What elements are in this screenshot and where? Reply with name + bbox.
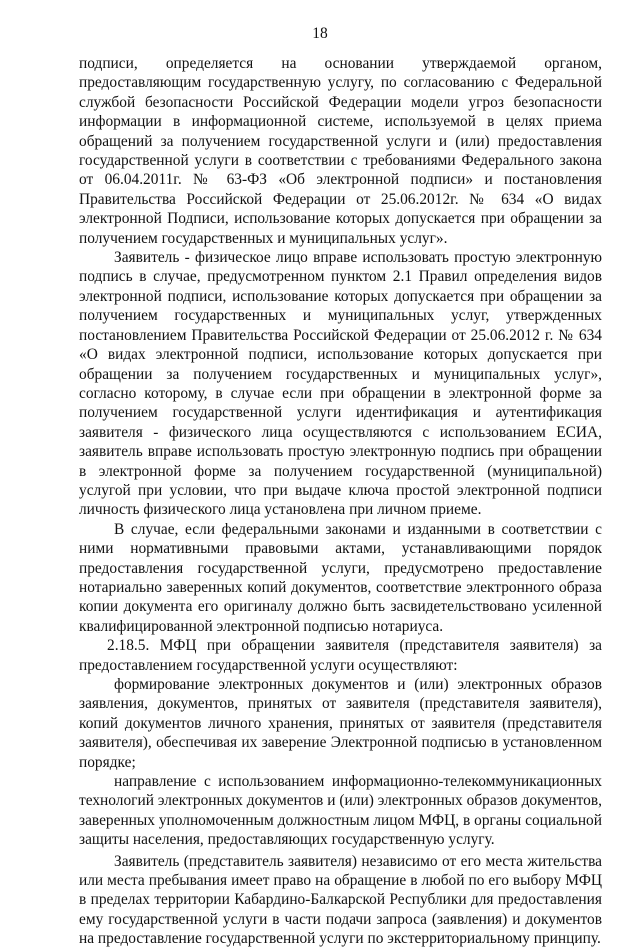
- page-number: 18: [312, 25, 328, 42]
- paragraph-notarial-copies: В случае, если федеральными законами и изданными в соответствии с ними нормативными правовыми актами, устанавливающими порядок предоставления государственной услуги, предусмотрено предоставление нотариально заверенных копий документов, соответствие электронного образа копии документа его оригиналу должно быть засвидетельствовано усиленной квалифицированной электронной подписью нотариуса.: [79, 520, 602, 635]
- paragraph-simple-esign: Заявитель - физическое лицо вправе использовать простую электронную подпись в случае, предусмотренном пунктом 2.1 Правил определения видов электронной подписи, использование которых допускается при обращении за получением государственных и муниципальных услуг, утвержденных постановлением Правительства Российской Федерации от 25.06.2012 г. № 634 «О видах электронной подписи, использование которых допускается при обращении за получением государственных и муниципальных услуг», согласно которому, в случае если при обращении в электронной форме за получением государственной услуги идентификация и аутентификация заявителя - физического лица осуществляются с использованием ЕСИА, заявитель вправе использовать простую электронную подпись при обращении в электронной форме за получением государственной (муниципальной) услугой при условии, что при выдаче ключа простой электронной подписи личность физического лица установлена при личном приеме.: [79, 249, 602, 519]
- paragraph-mfc-actions-header: 2.18.5. МФЦ при обращении заявителя (представителя заявителя) за предоставлением государственной услуги осуществляют:: [79, 637, 602, 674]
- paragraph-extraterritorial-principle: Заявитель (представитель заявителя) независимо от его места жительства или места пребывания имеет право на обращение в любой по его выбору МФЦ в пределах территории Кабардино-Балкарской Республики для предоставления ему государственной услуги в части подачи запроса (заявления) и документов на предоставление государственной услуги по экстерриториальному принципу.: [79, 852, 602, 948]
- paragraph-esign-security-model: подписи, определяется на основании утверждаемой органом, предоставляющим государственную услугу, по согласованию с Федеральной службой безопасности Российской Федерации модели угроз безопасности информации в информационной системе, используемой в целях приема обращений за получением государственной услуги и (или) предоставления государственной услуги в соответствии с требованиями Федерального закона от 06.04.2011г. № 63-ФЗ «Об электронной подписи» и постановления Правительства Российской Федерации от 25.06.2012г. № 634 «О видах электронной Подписи, использование которых допускается при обращении за получением государственных и муниципальных услуг».: [79, 55, 602, 247]
- document-body: [79, 54, 602, 949]
- paragraph-mfc-forming-documents: формирование электронных документов и (или) электронных образов заявления, документов, принятых от заявителя (представителя заявителя), копий документов личного хранения, принятых от заявителя (представителя заявителя), обеспечивая их заверение Электронной подписью в установленном порядке;: [79, 676, 602, 771]
- paragraph-mfc-sending-documents: направление с использованием информационно-телекоммуникационных технологий электронных документов и (или) электронных образов документов, заверенных уполномоченным должностным лицом МФЦ, в органы социальной защиты населения, предоставляющих государственную услугу.: [79, 773, 602, 849]
